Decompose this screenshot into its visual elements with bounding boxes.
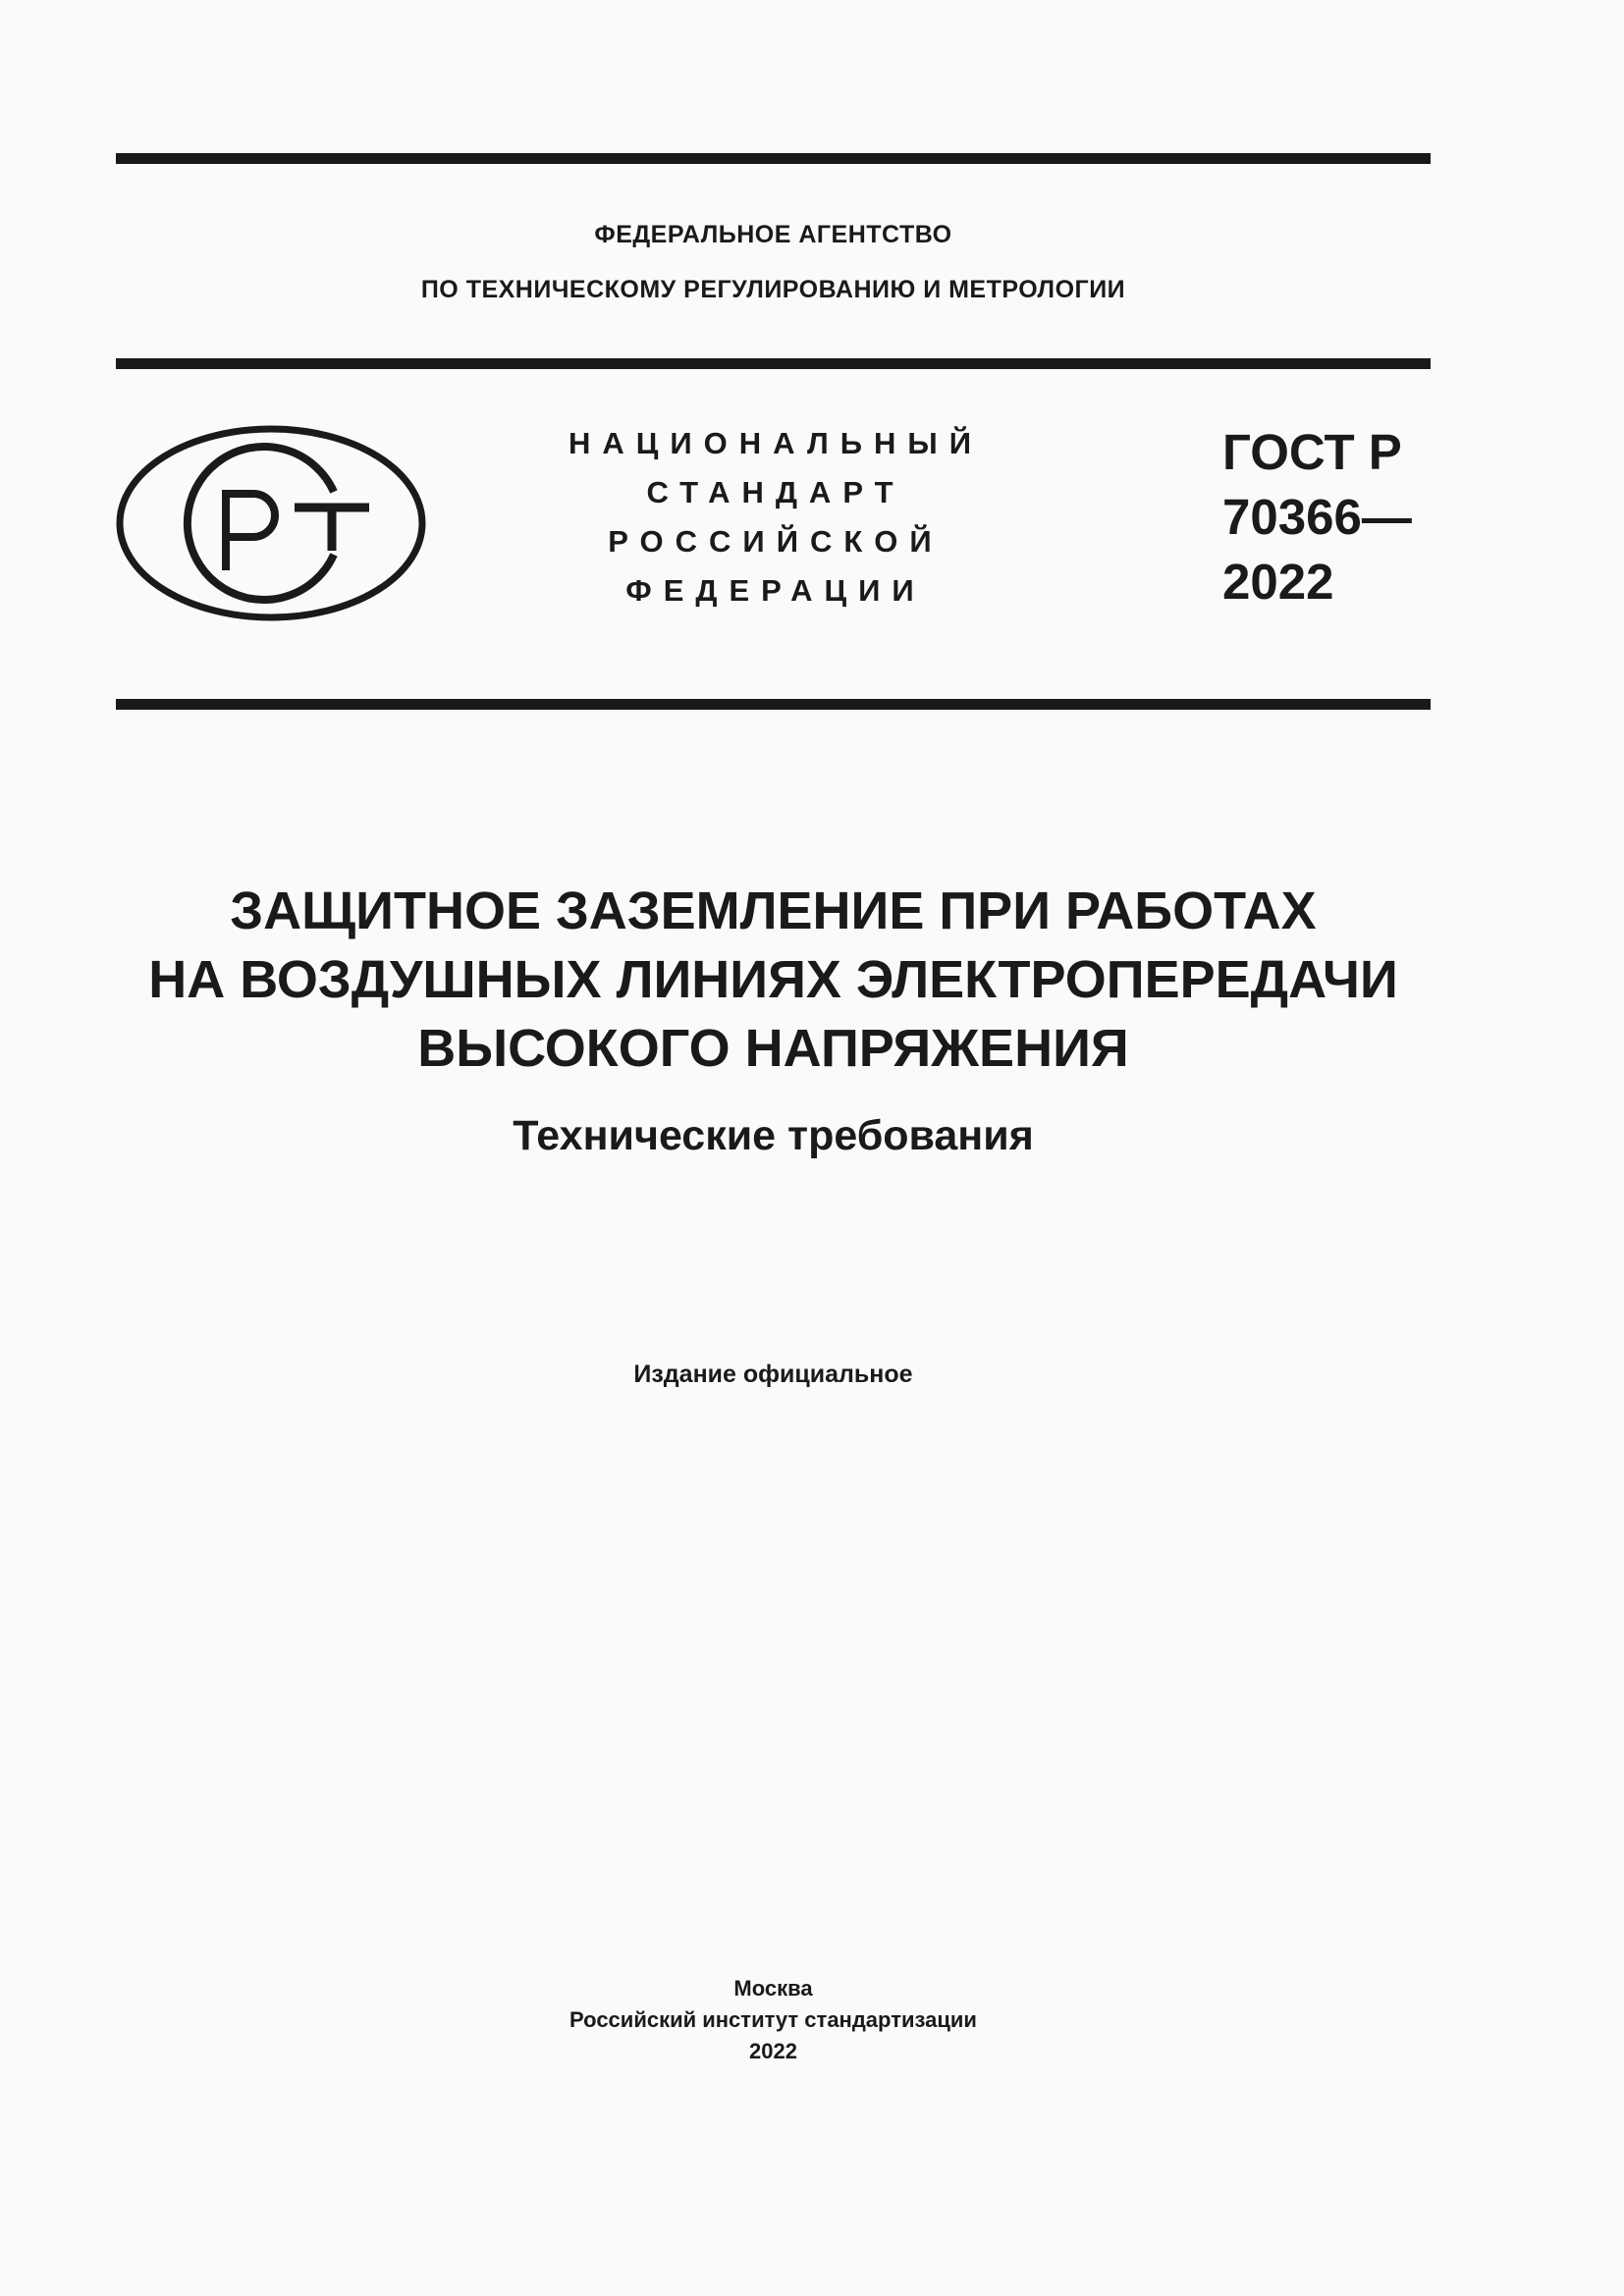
standard-type-line-3: РОССИЙСКОЙ [608, 524, 944, 559]
designation-line-1: ГОСТ Р [1222, 424, 1402, 480]
agency-name-line-1: ФЕДЕРАЛЬНОЕ АГЕНТСТВО [594, 221, 952, 248]
designation-line-2: 70366— [1222, 489, 1412, 545]
title-line-3: ВЫСОКОГО НАПРЯЖЕНИЯ [417, 1019, 1129, 1078]
standard-type-line-2: СТАНДАРТ [646, 475, 905, 509]
standard-type-line-1: НАЦИОНАЛЬНЫЙ [568, 426, 984, 460]
title-line-2: НА ВОЗДУШНЫХ ЛИНИЯХ ЭЛЕКТРОПЕРЕДАЧИ [148, 950, 1398, 1009]
rst-certification-mark-icon [116, 425, 426, 621]
header-divider [116, 358, 1431, 369]
document-subtitle: Технические требования [513, 1112, 1034, 1159]
imprint-publisher: Российский институт стандартизации [569, 2007, 977, 2032]
document-title [116, 877, 1431, 1083]
standard-type-line-4: ФЕДЕРАЦИИ [625, 573, 926, 608]
imprint-city: Москва [733, 1976, 813, 2001]
designation-line-3: 2022 [1222, 554, 1334, 610]
imprint [116, 1973, 1431, 2067]
standard-designation [1222, 420, 1412, 614]
bottom-divider [116, 699, 1431, 710]
title-line-1: ЗАЩИТНОЕ ЗАЗЕМЛЕНИЕ ПРИ РАБОТАХ [230, 881, 1317, 940]
agency-name-line-2: ПО ТЕХНИЧЕСКОМУ РЕГУЛИРОВАНИЮ И МЕТРОЛОГИИ [420, 276, 1126, 303]
edition-label: Издание официальное [633, 1361, 913, 1388]
imprint-year: 2022 [749, 2039, 797, 2063]
top-divider [116, 153, 1431, 164]
